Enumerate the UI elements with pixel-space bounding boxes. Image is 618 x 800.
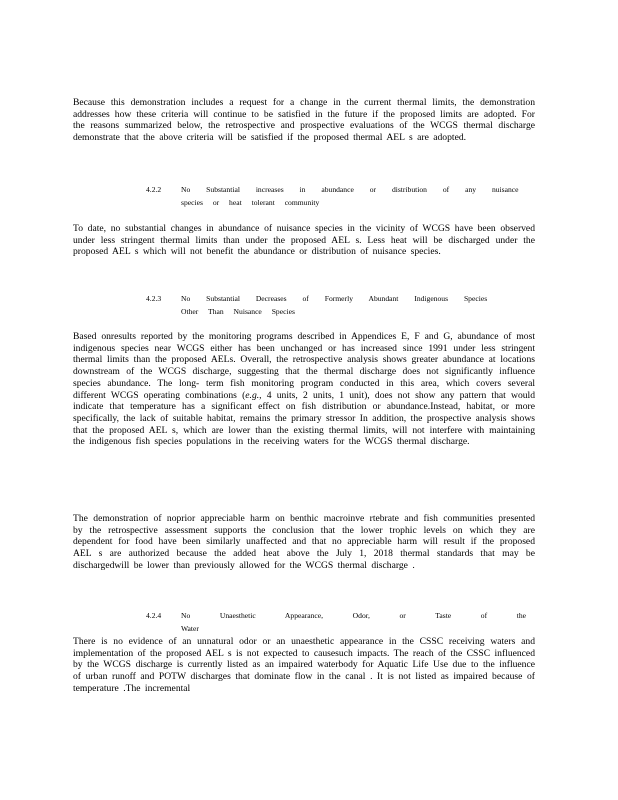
paragraph-indigenous-species [73,331,535,448]
paragraph-text-part-a: Based onresults reported by the monitoring programs described in Appendices E, F and G, abundance of most indigenous species near WCGS either has been unchanged or has increased since 1991 under less stringent thermal limits than the proposed AELs. Overall, the retrospective analysis shows greater abundance at locations downstream of the WCGS discharge, suggesting that the thermal discharge does not significantly influence species abundance. The long- term fish monitoring program conducted in this area, which covers several different WCGS operating combinations ( [73,331,535,401]
paragraph-aesthetic-appearance: There is no evidence of an unnatural odor or an unaesthetic appearance in the CSSC receiving waters and implementation of the proposed AEL s is not expected to causesuch impacts. The reach of the CSSC influenced by the WCGS discharge is currently listed as an impaired waterbody for Aquatic Life Use due to the influence of urban runoff and POTW discharges that dominate flow in the canal . It is not listed as impaired because of temperature .The incremental [73,636,535,694]
section-number: 4.2.3 [146,294,162,303]
section-heading-4-2-4 [146,609,526,635]
section-number: 4.2.2 [146,185,162,194]
section-number: 4.2.4 [146,611,162,620]
section-title-line-1: No Unaesthetic Appearance, Odor, or Taste of the Water [181,611,526,633]
paragraph-thermal-limits-intro: Because this demonstration includes a request for a change in the current thermal limits, the demonstration addresses how these criteria will continue to be satisfied in the future if the proposed limits are adopted. For the reasons summarized below, the retrospective and prospective evaluations of the WCGS thermal discharge demonstrate that the above criteria will be satisfied if the proposed thermal AEL s are adopted. [73,97,535,144]
section-title [181,183,526,209]
section-title-line-1: No Substantial Decreases of Formerly Abundant Indigenous Species [181,294,488,303]
section-heading-4-2-2 [146,183,526,209]
section-heading-4-2-3 [146,292,526,318]
paragraph-text-eg: e.g., [245,389,262,401]
section-title [181,292,526,318]
section-title-line-1: No Substantial increases in abundance or distribution of any nuisance [181,185,519,194]
section-title-line-2: Other Than Nuisance Species [181,307,295,316]
paragraph-nuisance-species: To date, no substantial changes in abundance of nuisance species in the vicinity of WCGS have been observed under less stringent thermal limits than under the proposed AEL s. Less heat will be discharged under the proposed AEL s which will not benefit the abundance or distribution of nuisance species. [73,223,535,258]
section-title-line-2: species or heat tolerant community [181,198,320,207]
section-title [181,609,526,635]
paragraph-text-part-b: 4 units, 2 units, 1 unit), does not show any pattern that would indicate that temperature has a significant effect on fish distribution or abundance.Instead, habitat, or more specifically, the lack of suitable habitat, remains the primary stressor In addition, the prospective analysis shows that the proposed AEL s, which are lower than the existing thermal limits, will not interfere with maintaining the indigenous fish species populations in the receiving waters for the WCGS thermal discharge. [73,389,535,448]
paragraph-benthic-harm: The demonstration of noprior appreciable harm on benthic macroinve rtebrate and fish communities presented by the retrospective assessment supports the conclusion that the lower trophic levels on which they are dependent for food have been similarly unaffected and that no appreciable harm will result if the proposed AEL s are authorized because the added heat above the July 1, 2018 thermal standards that may be dischargedwill be lower than previously allowed for the WCGS thermal discharge . [73,513,535,571]
